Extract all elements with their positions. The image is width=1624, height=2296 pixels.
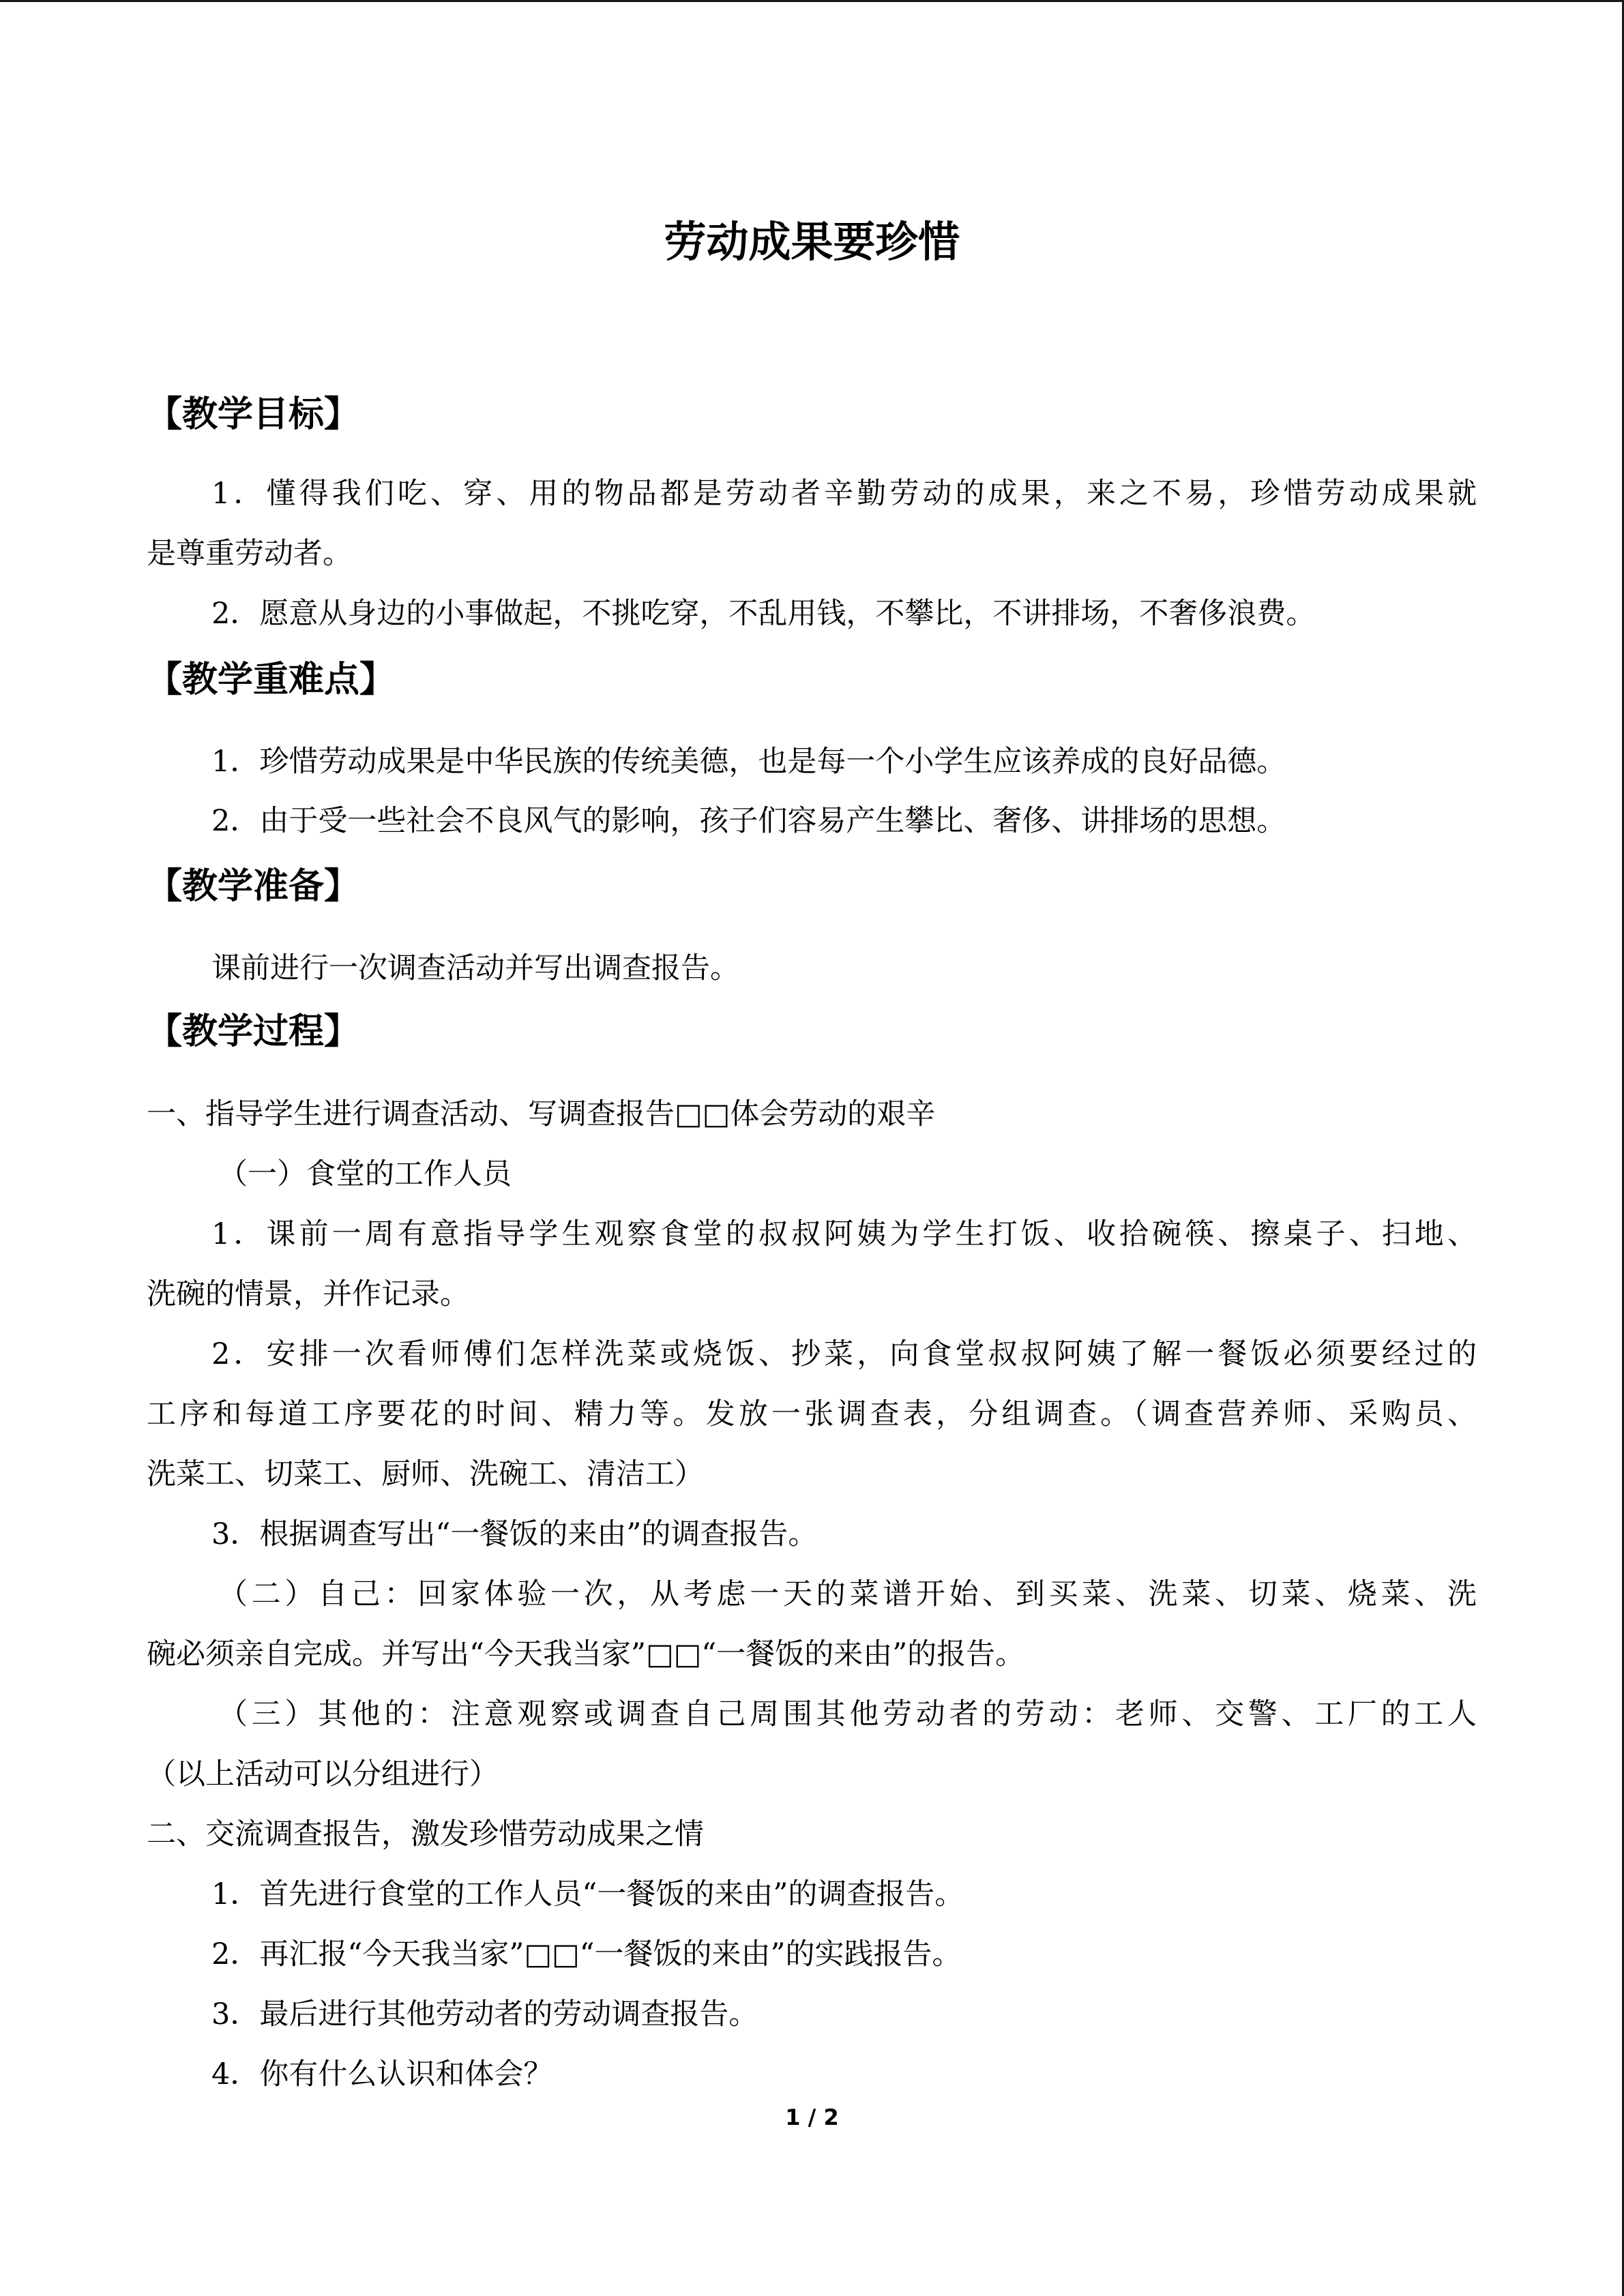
paragraph-line: 课前进行一次调查活动并写出调查报告。 <box>211 951 739 985</box>
paragraph-line: 1．首先进行食堂的工作人员“一餐饭的来由”的调查报告。 <box>211 1877 964 1911</box>
paragraph-line: 1．课前一周有意指导学生观察食堂的叔叔阿姨为学生打饭、收拾碗筷、擦桌子、扫地、 <box>211 1217 1477 1251</box>
paragraph-line: 碗必须亲自完成。并写出“今天我当家”□□“一餐饭的来由”的报告。 <box>147 1637 1025 1671</box>
paragraph-line: 一、指导学生进行调查活动、写调查报告□□体会劳动的艰辛 <box>147 1097 936 1131</box>
paragraph-line: （一）食堂的工作人员 <box>218 1157 512 1191</box>
paragraph-line: （以上活动可以分组进行） <box>147 1757 499 1791</box>
section-heading-key-points: 【教学重难点】 <box>147 659 396 700</box>
paragraph-line: （三）其他的：注意观察或调查自己周围其他劳动者的劳动：老师、交警、工厂的工人 <box>218 1697 1477 1731</box>
paragraph-line: 二、交流调查报告，激发珍惜劳动成果之情 <box>147 1817 704 1851</box>
paragraph-line: 2．由于受一些社会不良风气的影响，孩子们容易产生攀比、奢侈、讲排场的思想。 <box>211 804 1286 838</box>
paragraph-line: 4．你有什么认识和体会？ <box>211 2057 553 2091</box>
document-title: 劳动成果要珍惜 <box>664 217 960 267</box>
paragraph-line: 2．愿意从身边的小事做起，不挑吃穿，不乱用钱，不攀比，不讲排场，不奢侈浪费。 <box>211 597 1316 631</box>
paragraph-line: 1．懂得我们吃、穿、用的物品都是劳动者辛勤劳动的成果，来之不易，珍惜劳动成果就 <box>211 477 1477 511</box>
paragraph-line: 3．根据调查写出“一餐饭的来由”的调查报告。 <box>211 1517 818 1551</box>
paragraph-line: 2．安排一次看师傅们怎样洗菜或烧饭、抄菜，向食堂叔叔阿姨了解一餐饭必须要经过的 <box>211 1337 1477 1371</box>
paragraph-line: 洗菜工、切菜工、厨师、洗碗工、清洁工） <box>147 1457 704 1491</box>
paragraph-line: 1．珍惜劳动成果是中华民族的传统美德，也是每一个小学生应该养成的良好品德。 <box>211 745 1286 779</box>
paragraph-line: （二）自己：回家体验一次，从考虑一天的菜谱开始、到买菜、洗菜、切菜、烧菜、洗 <box>218 1577 1477 1611</box>
section-heading-objectives: 【教学目标】 <box>147 394 360 435</box>
paragraph-line: 3．最后进行其他劳动者的劳动调查报告。 <box>211 1997 758 2031</box>
page-border-top <box>0 0 1624 2</box>
paragraph-line: 是尊重劳动者。 <box>147 537 352 571</box>
section-heading-process: 【教学过程】 <box>147 1011 360 1052</box>
page-number: 1 / 2 <box>785 2104 839 2130</box>
paragraph-line: 工序和每道工序要花的时间、精力等。发放一张调查表，分组调查。（调查营养师、采购员、 <box>147 1397 1477 1431</box>
paragraph-line: 洗碗的情景，并作记录。 <box>147 1277 469 1311</box>
section-heading-preparation: 【教学准备】 <box>147 866 360 907</box>
paragraph-line: 2．再汇报“今天我当家”□□“一餐饭的来由”的实践报告。 <box>211 1937 962 1971</box>
